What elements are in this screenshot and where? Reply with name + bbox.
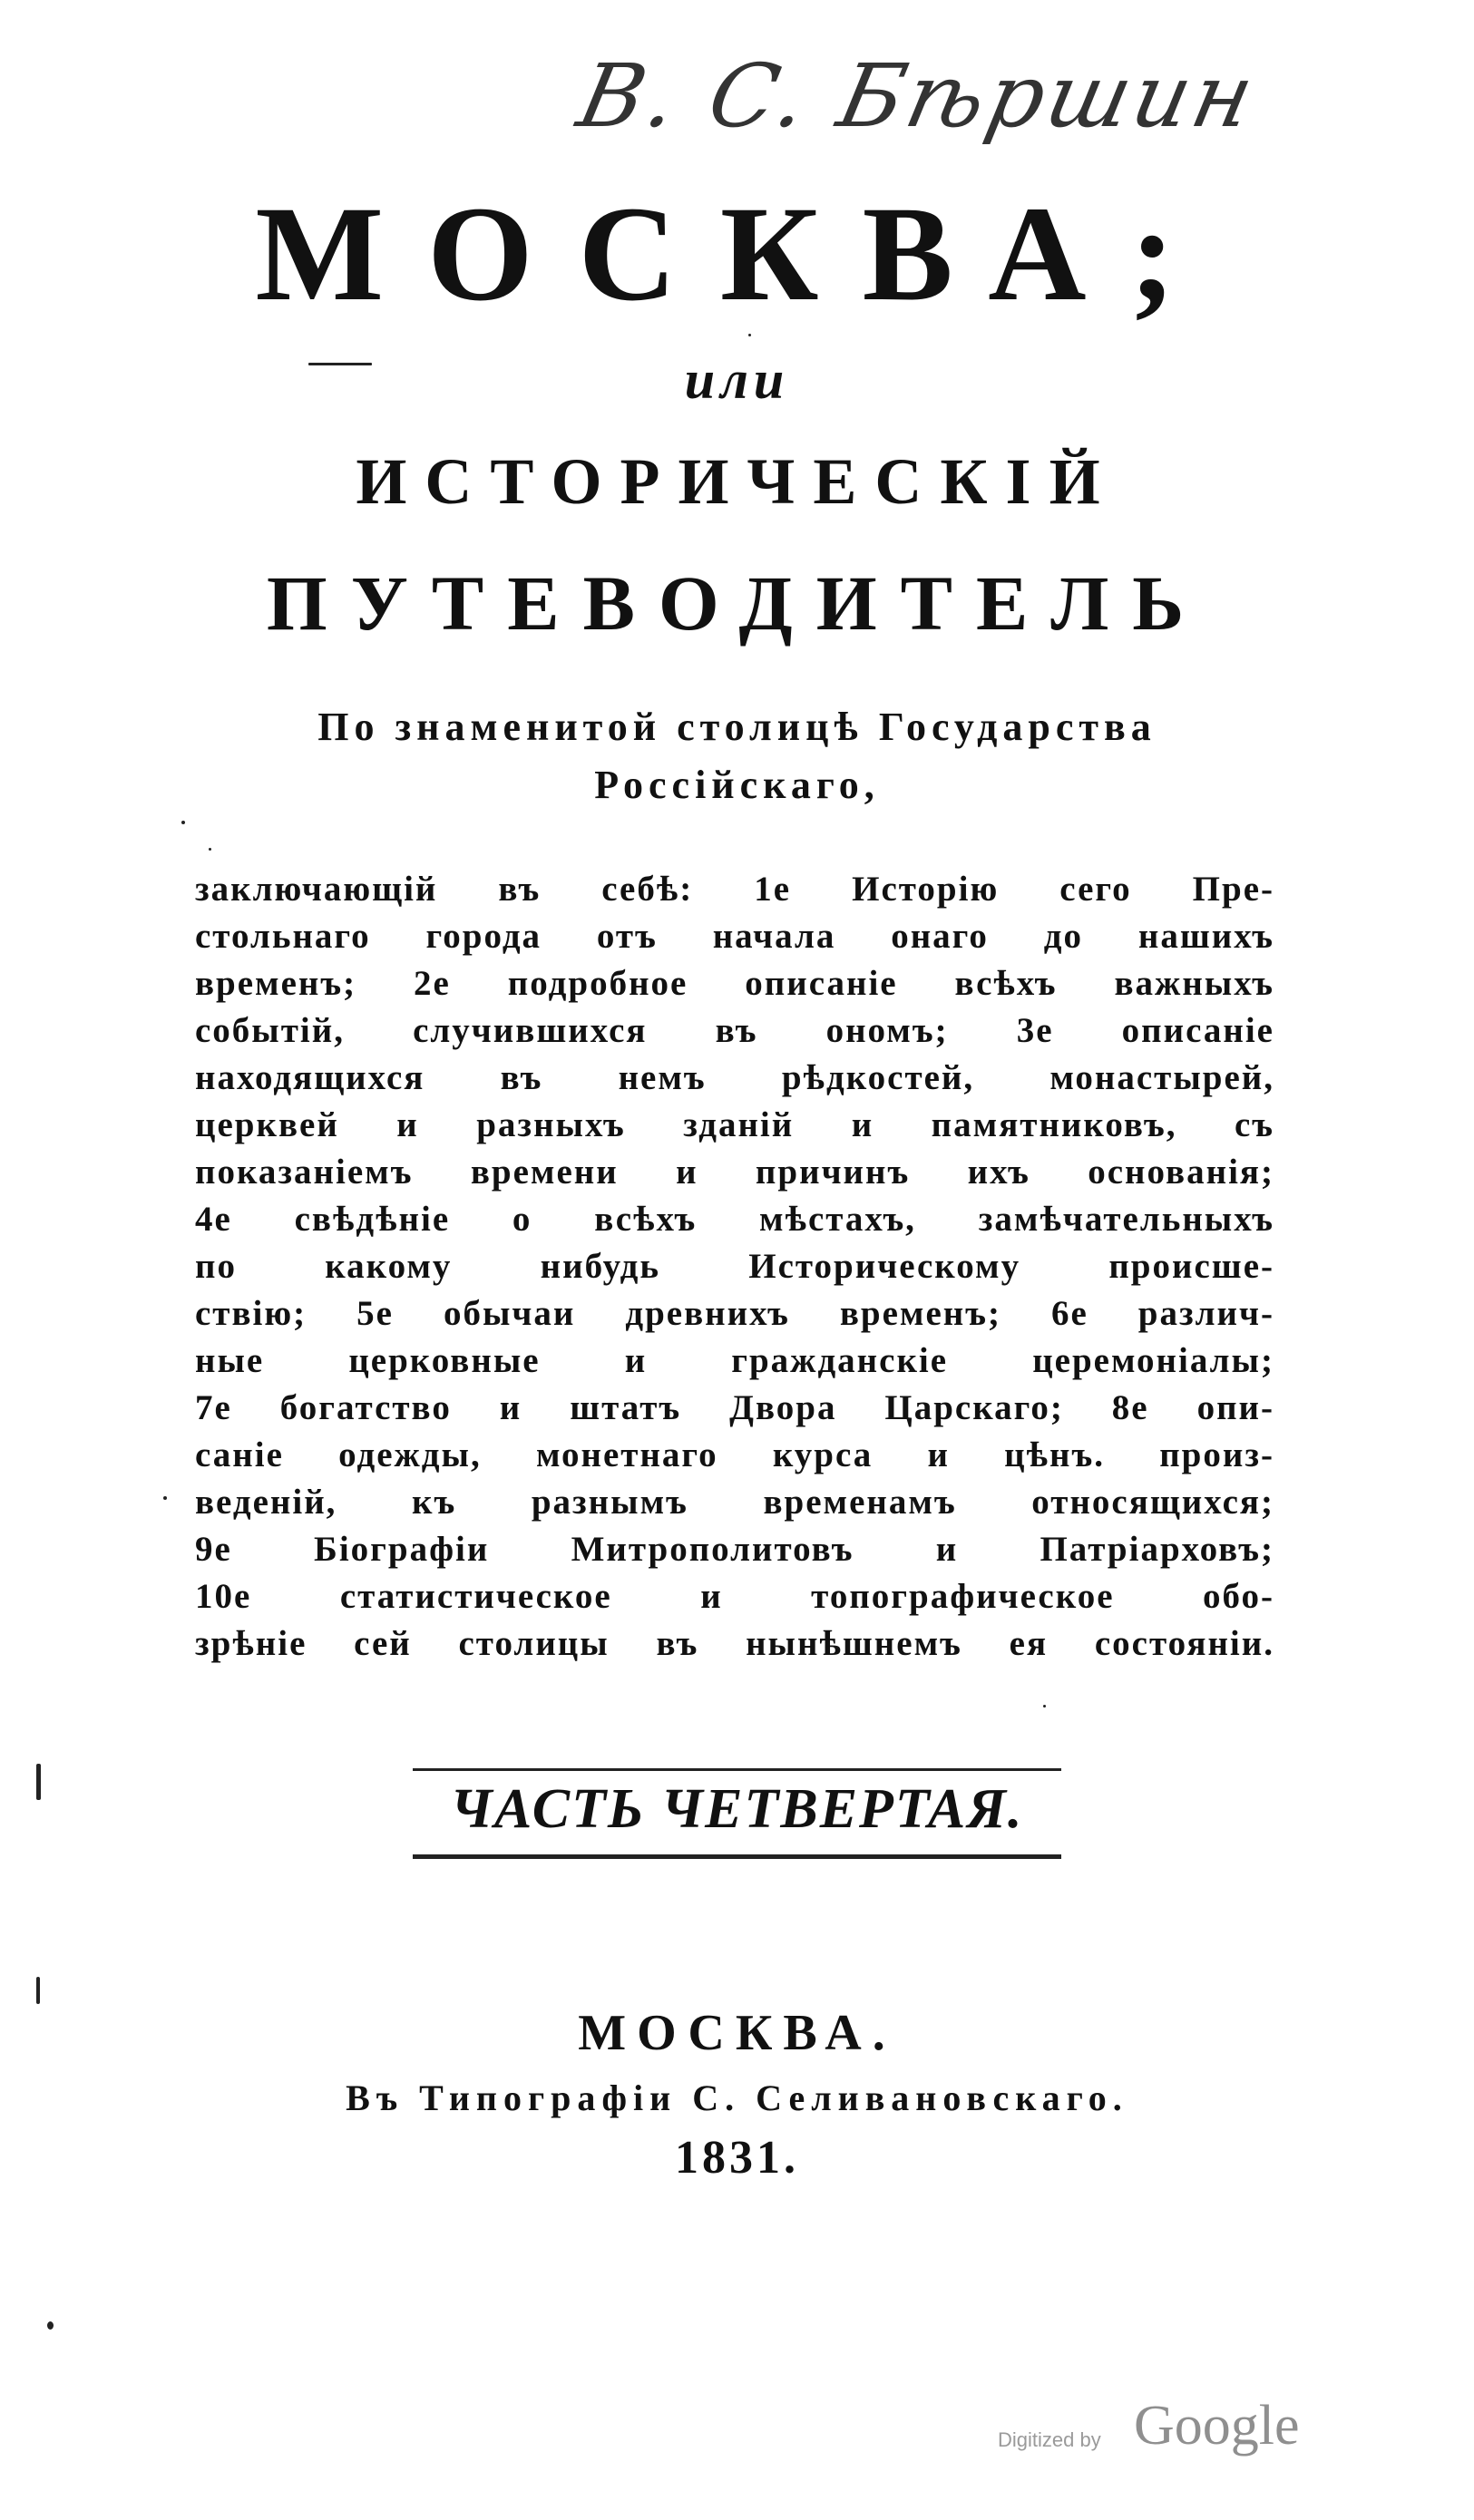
- title-conjunction: или: [684, 350, 790, 410]
- scan-speck: [163, 1496, 167, 1500]
- subtitle-line-2: Россійскаго,: [594, 763, 880, 807]
- contents-line: 4е свѣдѣніе о всѣхъ мѣстахъ, замѣчательныхъ: [195, 1200, 1274, 1239]
- part-heading: ЧАСТЬ ЧЕТВЕРТАЯ.: [450, 1778, 1024, 1840]
- contents-line: 10е статистическое и топографическое обо-: [195, 1577, 1274, 1616]
- contents-line: стольнаго города отъ начала онаго до нашихъ: [195, 917, 1274, 956]
- scan-speck: [308, 363, 372, 365]
- contents-line: ные церковные и гражданскіе церемоніалы;: [195, 1341, 1274, 1380]
- handwritten-signature: [570, 36, 1270, 172]
- contents-line: событій, случившихся въ ономъ; 3е описаніе: [195, 1011, 1274, 1050]
- contents-line: временъ; 2е подробное описаніе всѣхъ важныхъ: [195, 964, 1274, 1003]
- imprint-year: 1831.: [675, 2132, 799, 2184]
- watermark-logo: Google: [1134, 2395, 1300, 2457]
- subtitle-historical: ИСТОРИЧЕСКІЙ: [356, 445, 1118, 518]
- contents-line: заключающій въ себѣ: 1е Исторію сего Пре-: [195, 870, 1274, 909]
- scan-speck: [209, 848, 211, 851]
- contents-line: ствію; 5е обычаи древнихъ временъ; 6е различ-: [195, 1294, 1274, 1333]
- contents-line: показаніемъ времени и причинъ ихъ основанія;: [195, 1153, 1274, 1192]
- contents-line: 9е Біографіи Митрополитовъ и Патріарховъ;: [195, 1530, 1274, 1569]
- contents-description: [195, 866, 1274, 1668]
- book-title: МОСКВА;: [255, 179, 1219, 329]
- contents-line: по какому нибудь Историческому происше-: [195, 1247, 1274, 1286]
- imprint-press: Въ Типографіи С. Селивановскаго.: [346, 2077, 1128, 2118]
- contents-line: церквей и разныхъ зданій и памятниковъ, съ: [195, 1105, 1274, 1144]
- subtitle-guide: ПУТЕВОДИТЕЛЬ: [266, 559, 1208, 647]
- signature-text: B. C. Бѣршин: [570, 45, 1266, 147]
- subtitle-line-1: По знаменитой столицѣ Государства: [317, 705, 1157, 749]
- contents-line: находящихся въ немъ рѣдкостей, монастырей,: [195, 1058, 1274, 1097]
- scan-speck: [47, 2321, 54, 2330]
- scan-speck: [181, 821, 185, 824]
- contents-line: 7е богатство и штатъ Двора Царскаго; 8е опи-: [195, 1388, 1274, 1427]
- part-rule-top: [413, 1768, 1061, 1771]
- scan-speck: [748, 334, 751, 336]
- contents-line: саніе одежды, монетнаго курса и цѣнъ. произ-: [195, 1435, 1274, 1474]
- scan-speck: [36, 1977, 40, 2004]
- scan-speck: [1043, 1705, 1046, 1708]
- watermark-small: Digitized by: [998, 2428, 1101, 2451]
- contents-line: веденій, къ разнымъ временамъ относящихся;: [195, 1483, 1274, 1522]
- subtitle-block: [0, 698, 1474, 814]
- part-rule-bottom: [413, 1854, 1061, 1859]
- google-watermark: [998, 2394, 1315, 2466]
- contents-line: зрѣніе сей столицы въ нынѣшнемъ ея состояніи.: [195, 1624, 1274, 1663]
- scan-speck: [36, 1764, 41, 1800]
- imprint-city: МОСКВА.: [578, 2005, 896, 2061]
